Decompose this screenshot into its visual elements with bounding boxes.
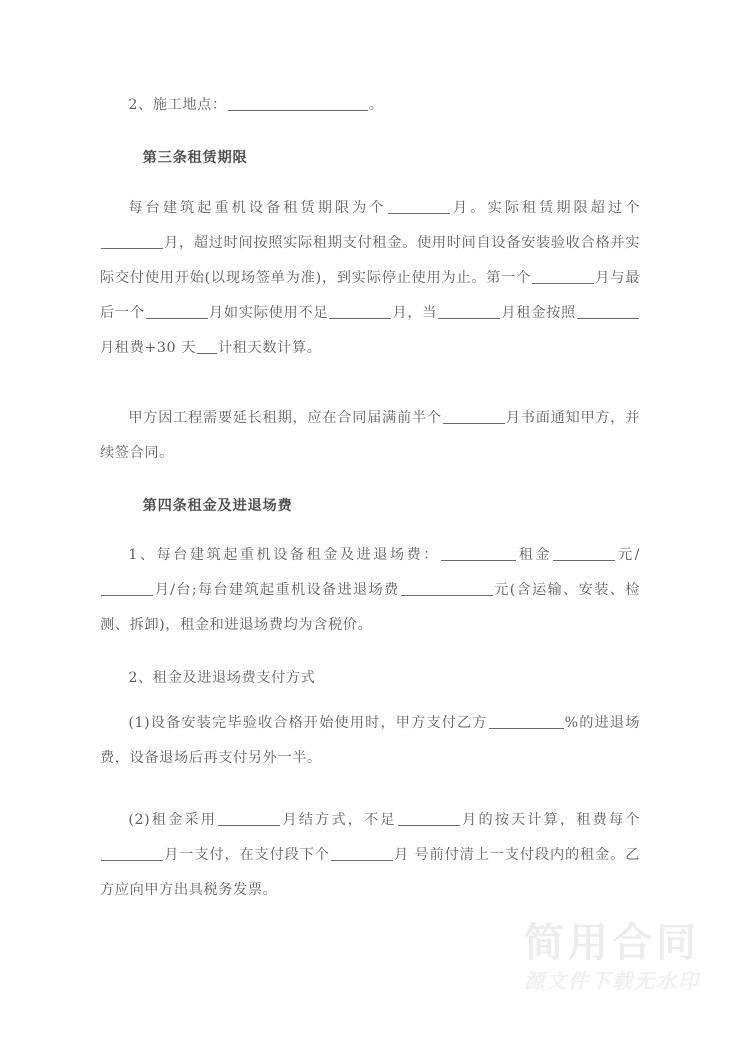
rent-fee-paragraph [100, 538, 640, 643]
fee-blank-2 [553, 548, 615, 561]
location-blank [228, 98, 368, 111]
fee-seg-3: 元/ [616, 547, 640, 563]
section-four-heading-block [100, 489, 640, 524]
extension-seg-2: 月书面通知甲方，并续签合同。 [100, 410, 640, 461]
term-seg-2: 月。实际租赁期限超过个 [450, 200, 640, 216]
sub2-blank-4 [331, 848, 393, 861]
sub2-seg-5: 月 号前付清上一支付段内的租金。乙方应向甲方出具税务发票。 [100, 847, 640, 898]
term-blank-3 [532, 271, 594, 284]
section-three-heading-block [100, 141, 640, 176]
section-four-item-2-sub-2 [100, 803, 640, 908]
section-four-heading: 第四条租金及进退场费 [142, 498, 293, 514]
term-blank-4 [146, 306, 208, 319]
sub2-blank-3 [101, 848, 163, 861]
fee-blank-3 [101, 583, 153, 596]
sub2-seg-4: 月一支付，在支付段下个 [164, 847, 330, 863]
fee-blank-4 [401, 583, 493, 596]
location-line [100, 88, 640, 123]
watermark [524, 920, 700, 994]
sub2-blank-1 [218, 813, 280, 826]
location-suffix-text: 。 [368, 97, 384, 113]
sub1-seg-1: (1)设备安装完毕验收合格开始使用时，甲方支付乙方 [128, 715, 488, 731]
fee-seg-2: 租金 [516, 547, 553, 563]
term-blank-1 [388, 201, 450, 214]
fee-seg-4: 月/台;每台建筑起重机设备进退场费 [154, 582, 400, 598]
sub1-blank-1 [489, 716, 564, 729]
term-seg-6: 月，当 [392, 305, 438, 321]
term-blank-8 [197, 341, 217, 354]
sub2-seg-2: 月结方式，不足 [281, 812, 397, 828]
section-three-paragraph-1 [100, 191, 640, 366]
sub1-seg-2: %的进退场费，设备退场后再支付另外一半。 [100, 715, 640, 766]
section-four-item-2-title-block [100, 661, 640, 696]
fee-blank-1 [441, 548, 516, 561]
payment-sub1-paragraph [100, 706, 640, 776]
fee-seg-5: 元(含运输、安装、检测、拆卸)，租金和进退场费均为含税价。 [100, 582, 640, 633]
sub2-seg-3: 月的按天计算，租费每个 [460, 812, 640, 828]
term-blank-7 [577, 306, 639, 319]
rental-term-paragraph [100, 191, 640, 366]
term-seg-5: 月如实际使用不足 [208, 305, 329, 321]
section-four-item-1 [100, 538, 640, 643]
term-seg-8: 月租费+30 天 [100, 340, 197, 356]
term-seg-9: 计租天数计算。 [218, 340, 322, 356]
watermark-main-text: 简用合同 [524, 920, 700, 966]
payment-method-title: 2、租金及进退场费支付方式 [128, 670, 316, 686]
fee-seg-1: 1、每台建筑起重机设备租金及进退场费： [128, 547, 440, 563]
term-seg-7: 月租金按照 [501, 305, 576, 321]
watermark-sub-text: 源文件下载无水印 [524, 969, 700, 993]
term-seg-1: 每台建筑起重机设备租赁期限为个 [128, 200, 387, 216]
section-four-item-2-sub-1 [100, 706, 640, 776]
term-blank-2 [101, 236, 163, 249]
sub2-seg-1: (2)租金采用 [128, 812, 218, 828]
section-three-heading: 第三条租赁期限 [142, 150, 248, 166]
term-seg-4: 月与最后一个 [100, 270, 640, 321]
term-blank-5 [329, 306, 391, 319]
section-three-paragraph-2 [100, 401, 640, 471]
sub2-blank-2 [398, 813, 460, 826]
extension-seg-1: 甲方因工程需要延长租期，应在合同届满前半个 [128, 410, 442, 426]
extension-paragraph [100, 401, 640, 471]
location-prefix-text: 2、施工地点： [128, 97, 227, 113]
construction-location-item [100, 88, 640, 123]
term-blank-6 [438, 306, 500, 319]
term-seg-3: 月，超过时间按照实际租期支付租金。使用时间自设备安装验收合格并实际交付使用开始(以现场签单为准)，到实际停止使用为止。第一个 [100, 235, 640, 286]
payment-sub2-paragraph [100, 803, 640, 908]
extension-blank-1 [443, 411, 505, 424]
